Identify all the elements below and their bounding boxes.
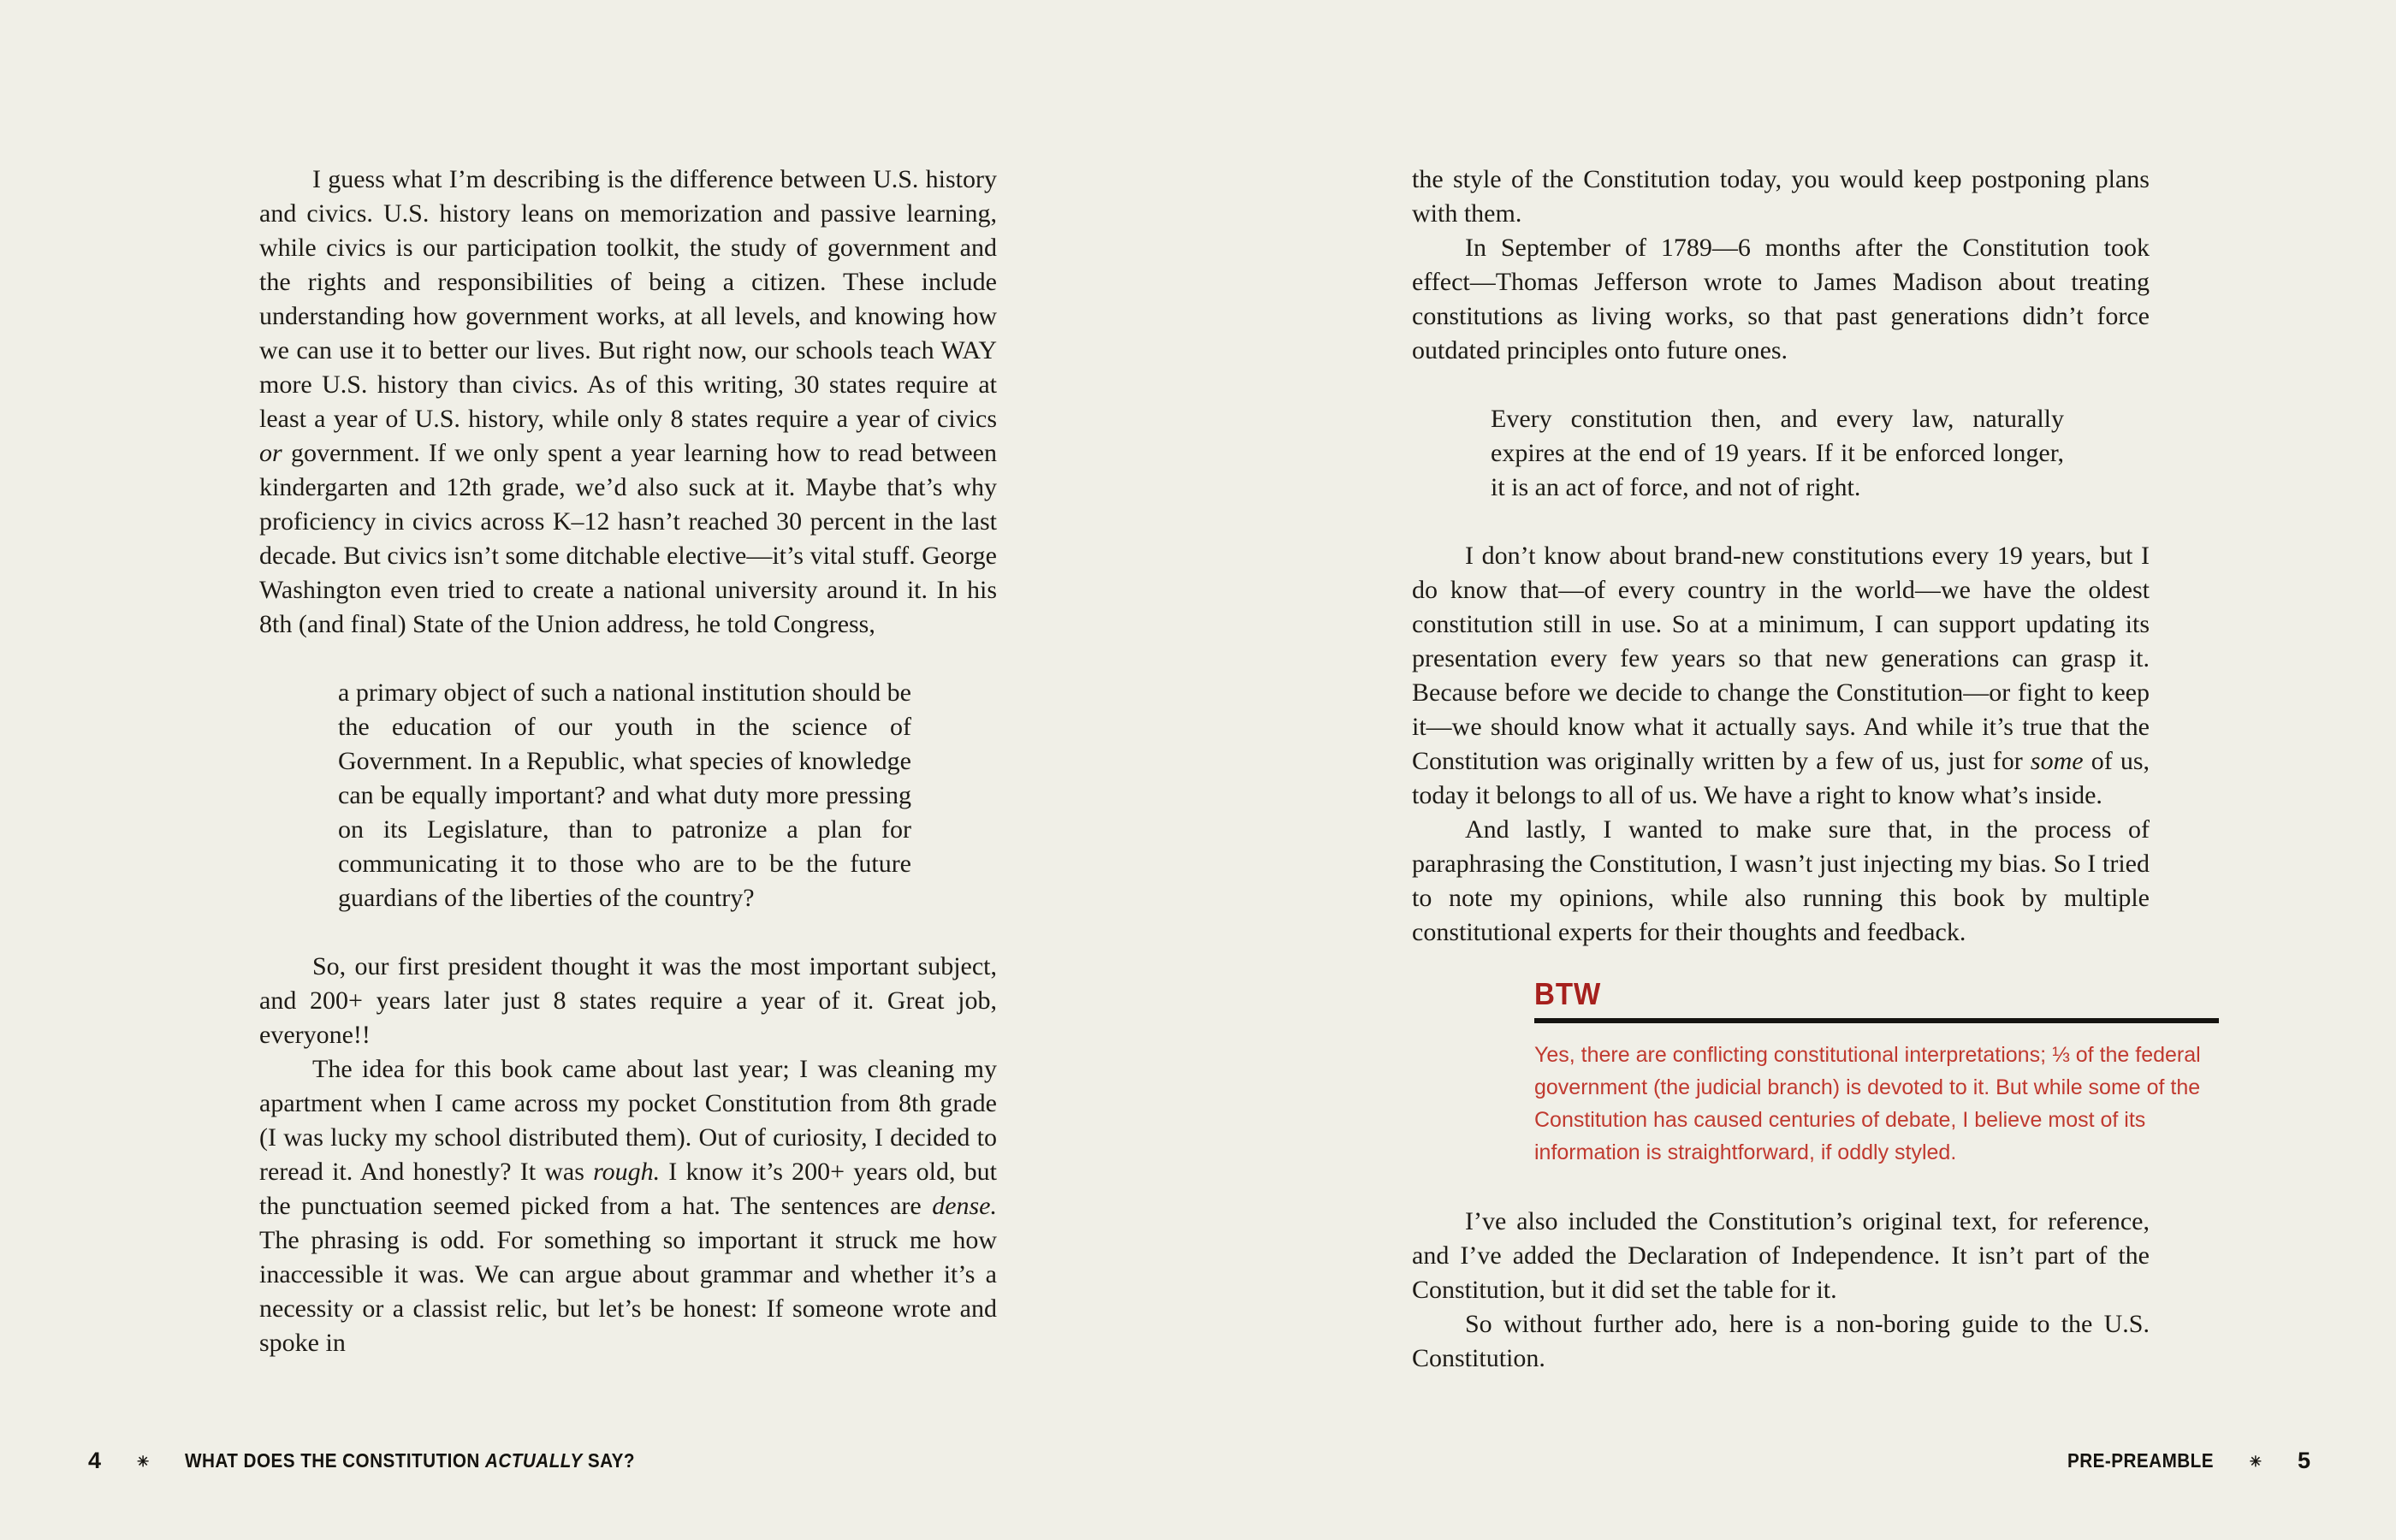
page-number: 4 xyxy=(88,1448,102,1473)
blockquote-jefferson: Every constitution then, and every law, naturally expires at the end of 19 years. If it be enforced longer, it is an act of force, and not of right. xyxy=(1491,405,2064,501)
running-title: WHAT DOES THE CONSTITUTION ACTUALLY SAY? xyxy=(185,1449,636,1472)
paragraph: And lastly, I wanted to make sure that, in the process of paraphrasing the Constitution, I wasn’t just injecting my bias. So I tried to note my opinions, while also running this book by multiple constitutional experts for their thoughts and feedback. xyxy=(1412,815,2150,946)
right-page xyxy=(1412,163,2201,1376)
running-title: PRE-PREAMBLE xyxy=(2067,1449,2214,1472)
paragraph: I guess what I’m describing is the difference between U.S. history and civics. U.S. history leans on memorization and passive learning, while civics is our participation toolkit, the study of government and the rights and responsibilities of being a citizen. These include understanding how government works, at all levels, and knowing how we can use it to better our lives. But right now, our schools teach WAY more U.S. history than civics. As of this writing, 30 states require at least a year of U.S. history, while only 8 states require a year of civics or government. If we only spent a year learning how to read between kindergarten and 12th grade, we’d also suck at it. Maybe that’s why proficiency in civics across K–12 hasn’t reached 30 percent in the last decade. But civics isn’t some ditchable elective—it’s vital stuff. George Washington even tried to create a national university around it. In his 8th (and final) State of the Union address, he told Congress, xyxy=(259,165,997,638)
paragraph: In September of 1789—6 months after the Constitution took effect—Thomas Jefferson wrote to James Madison about treating constitutions as living works, so that past generations didn’t force outdated principles onto future ones. xyxy=(1412,234,2150,364)
paragraph: The idea for this book came about last year; I was cleaning my apartment when I came across my pocket Constitution from 8th grade (I was lucky my school distributed them). Out of curiosity, I decided to reread it. And honestly? It was rough. I know it’s 200+ years old, but the punctuation seemed picked from a hat. The sentences are dense. The phrasing is odd. For something so important it struck me how inaccessible it was. We can argue about grammar and whether it’s a necessity or a classist relic, but let’s be honest: If someone wrote and spoke in xyxy=(259,1055,997,1357)
left-page-footer xyxy=(88,1448,685,1474)
btw-rule xyxy=(1534,1018,2219,1023)
asterisk-icon: ✳ xyxy=(137,1453,150,1470)
left-page xyxy=(259,163,997,1360)
paragraph: the style of the Constitution today, you would keep postponing plans with them. xyxy=(1412,165,2150,228)
right-page-footer xyxy=(2051,1448,2310,1474)
page-number: 5 xyxy=(2297,1448,2310,1473)
paragraph: I don’t know about brand-new constitutions every 19 years, but I do know that—of every country in the world—we have the oldest constitution still in use. So at a minimum, I can support updating its presentation every few years so that new generations can grasp it. Because before we decide to change the Constitution—or fight to keep it—we should know what it actually says. And while it’s true that the Constitution was originally written by a few of us, just for some of us, today it belongs to all of us. We have a right to know what’s inside. xyxy=(1412,542,2150,809)
btw-callout xyxy=(1534,976,2219,1169)
btw-note-text: Yes, there are conflicting constitutional interpretations; ⅓ of the federal government (the judicial branch) is devoted to it. But while some of the Constitution has caused centuries of debate, I believe most of its information is straightforward, if oddly styled. xyxy=(1534,1043,2201,1164)
paragraph: So without further ado, here is a non-boring guide to the U.S. Constitution. xyxy=(1412,1310,2150,1372)
paragraph: So, our first president thought it was the most important subject, and 200+ years later just 8 states require a year of it. Great job, everyone!! xyxy=(259,952,997,1049)
asterisk-icon: ✳ xyxy=(2249,1453,2262,1470)
btw-heading: BTW xyxy=(1534,976,1602,1011)
paragraph: I’ve also included the Constitution’s original text, for reference, and I’ve added the Declaration of Independence. It isn’t part of the Constitution, but it did set the table for it. xyxy=(1412,1207,2150,1304)
blockquote-washington: a primary object of such a national institution should be the education of our youth in the science of Government. In a Republic, what species of knowledge can be equally important? and what duty more pressing on its Legislature, than to patronize a plan for communicating it to those who are to be the future guardians of the liberties of the country? xyxy=(338,678,911,912)
